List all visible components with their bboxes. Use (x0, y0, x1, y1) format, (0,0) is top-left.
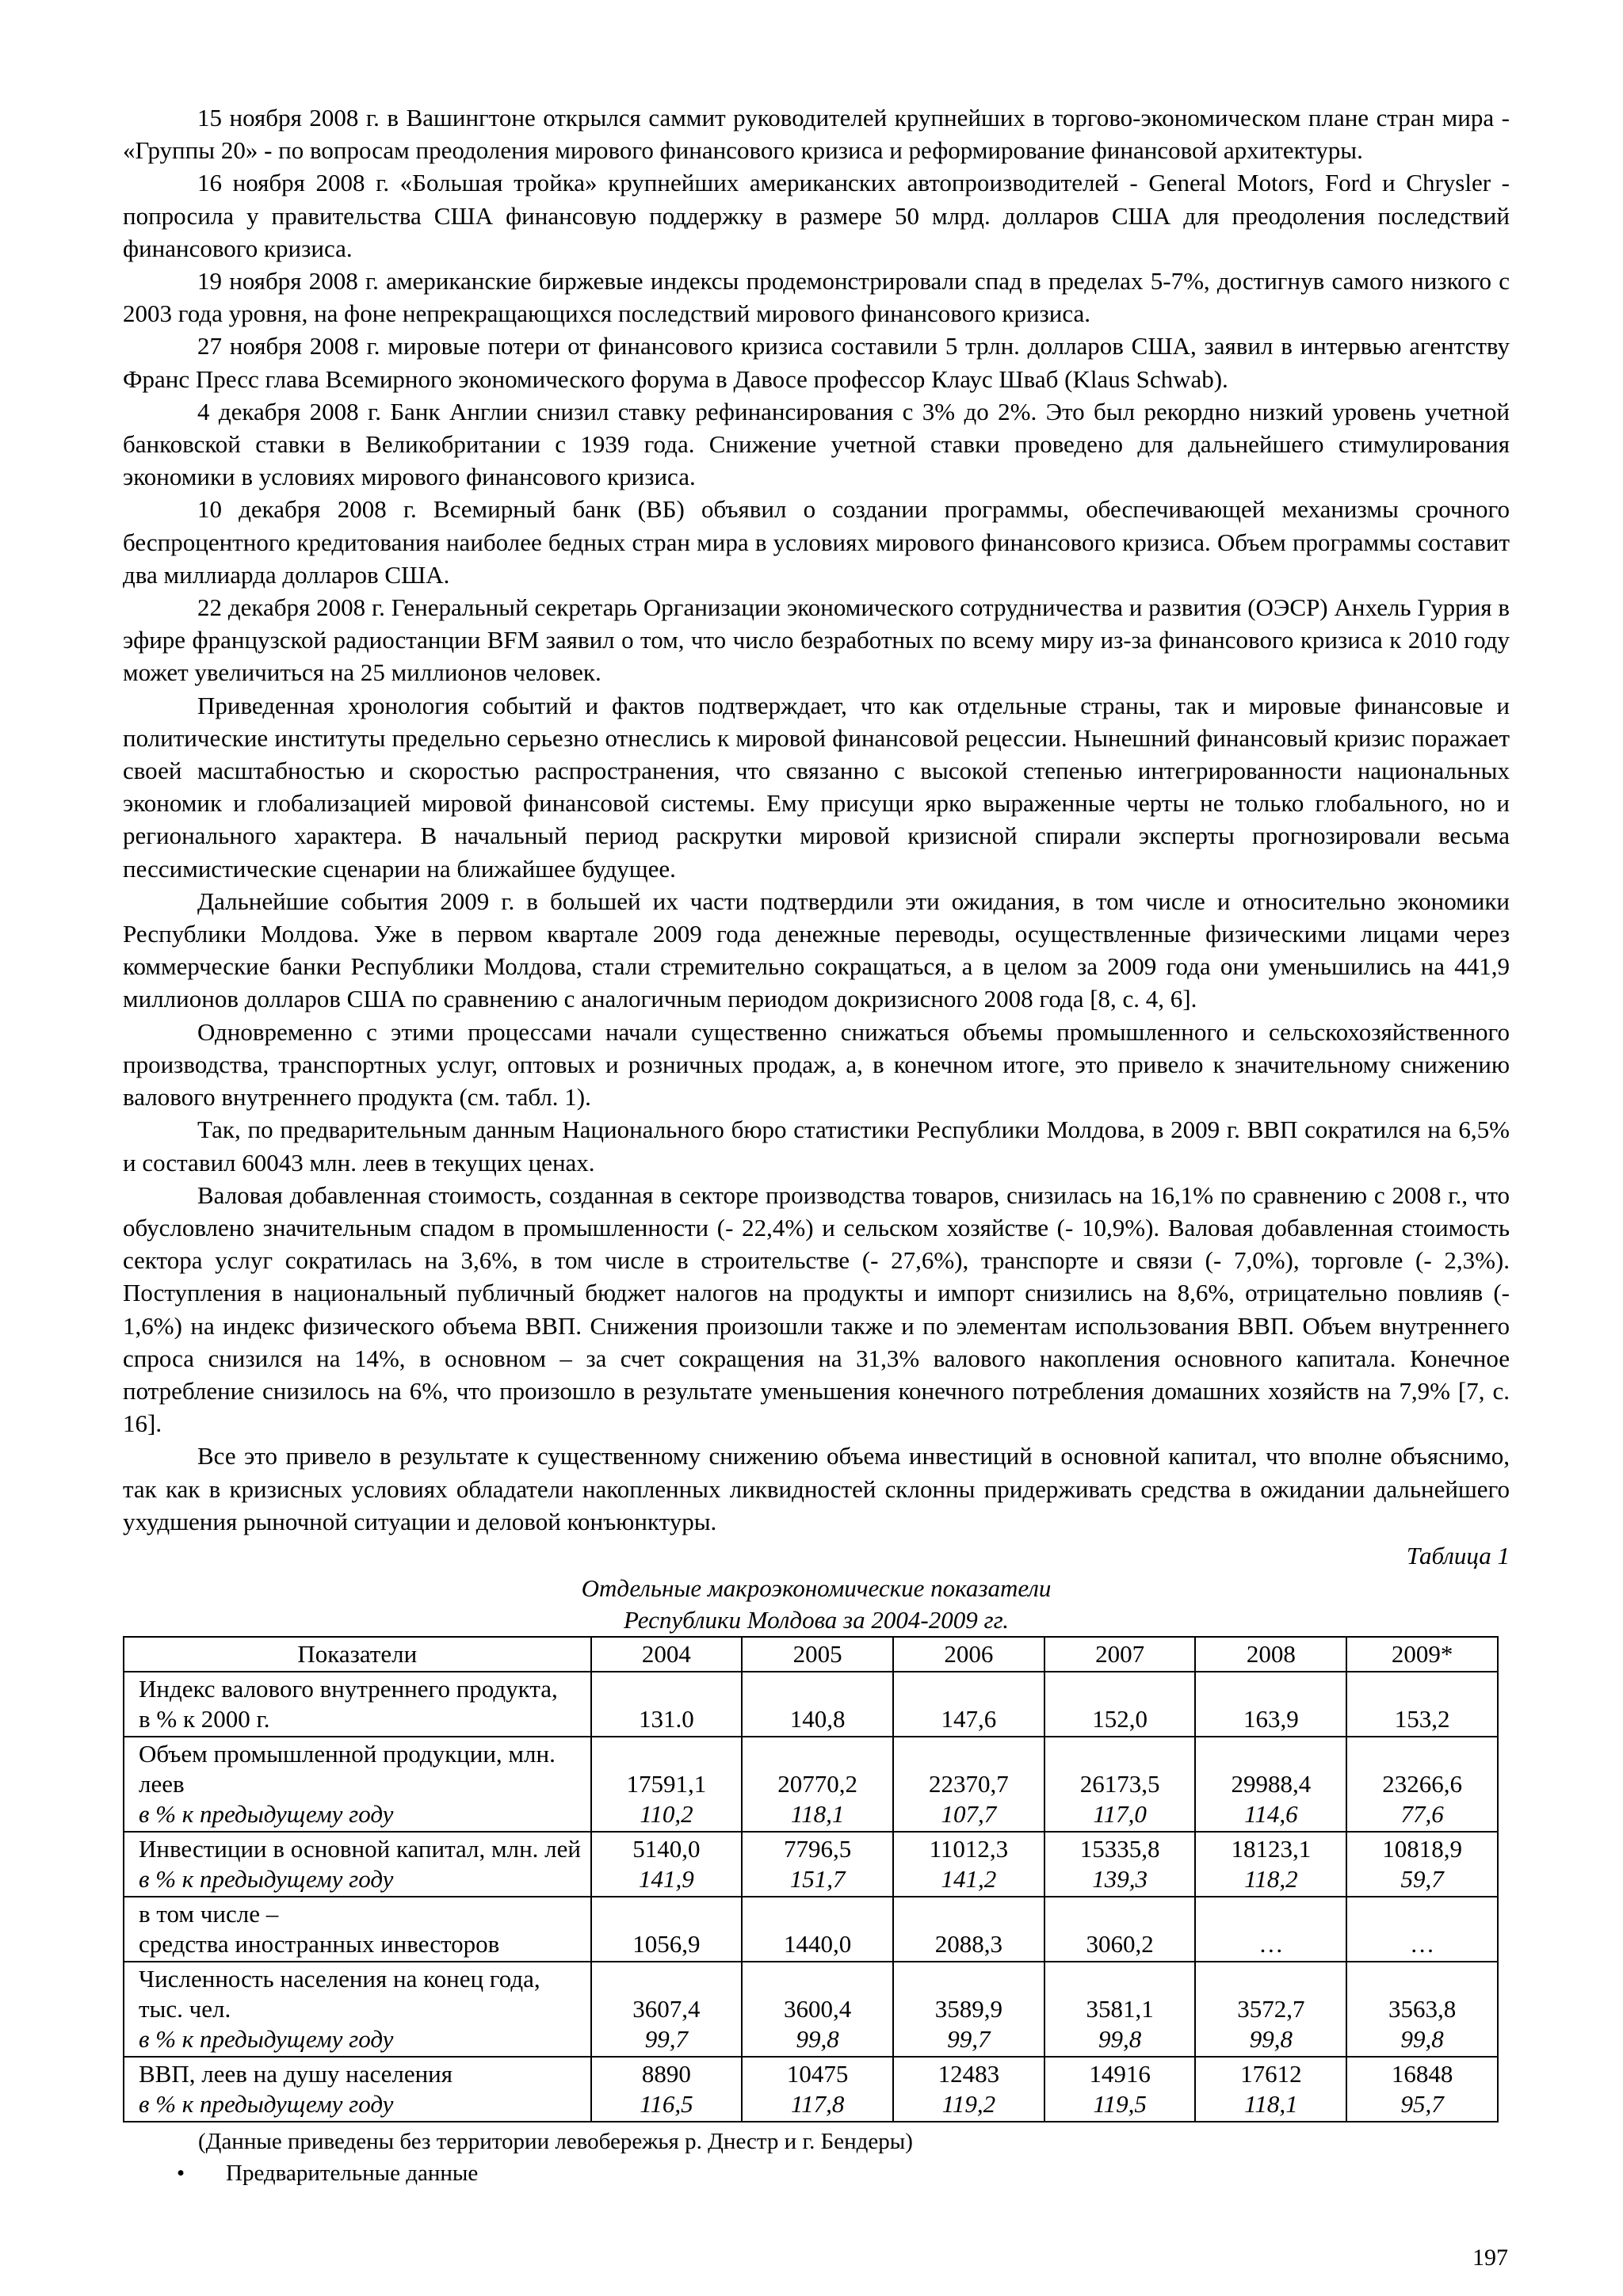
cell-change: 147,6 (941, 1704, 997, 1733)
value-cell (591, 1962, 743, 2057)
row-label-line2: в % к предыдущему году (139, 2089, 394, 2118)
cell-change: 119,2 (941, 2089, 996, 2118)
value-cell (742, 2057, 893, 2122)
row-label-line1: в том числе – (139, 1899, 279, 1928)
value-cell (1044, 1897, 1196, 1962)
cell-value (1052, 1899, 1189, 1929)
value-cell (1044, 1672, 1196, 1737)
value-cell (742, 1897, 893, 1962)
cell-change: … (1258, 1929, 1284, 1958)
page-number: 197 (1472, 2245, 1508, 2271)
table-label: Таблица 1 (1406, 1541, 1510, 1569)
cell-change: 119,5 (1093, 2089, 1147, 2118)
cell-change: 59,7 (1400, 1864, 1444, 1893)
value-cell (1346, 1962, 1498, 2057)
value-cell (1195, 2057, 1346, 2122)
row-label-line1: Численность населения на конец года, тыс. чел. (139, 1964, 540, 2023)
table-row (124, 1737, 1498, 1832)
paragraph: 16 ноября 2008 г. «Большая тройка» крупнейших американских автопроизводителей - General Motors, Ford и Chrysler - попросила у правительства США финансовую поддержку в размере 50 млрд. долларов США для преодоления последствий финансового кризиса. (123, 169, 1510, 262)
table-title-line1: Отдельные макроэкономические показатели (581, 1573, 1052, 1602)
row-label-line1: ВВП, леев на душу населения (139, 2059, 453, 2088)
header-year-2006: 2006 (893, 1637, 1044, 1672)
cell-change: 1056,9 (632, 1929, 701, 1958)
row-label-line2: в % к предыдущему году (139, 1864, 394, 1893)
value-cell (893, 1962, 1044, 2057)
cell-change: 152,0 (1092, 1704, 1148, 1733)
cell-change: 99,7 (947, 2024, 991, 2053)
value-cell (742, 1832, 893, 1897)
cell-value (900, 1674, 1037, 1704)
header-year-2005: 2005 (742, 1637, 893, 1672)
cell-value: 29988,4 (1231, 1769, 1312, 1798)
row-label (124, 1672, 591, 1737)
row-label-line1: Инвестиции в основной капитал, млн. лей (139, 1834, 581, 1863)
cell-value: 17612 (1240, 2059, 1302, 2088)
cell-value: 16848 (1391, 2059, 1453, 2088)
cell-value: 3607,4 (632, 1994, 701, 2023)
cell-value: 17591,1 (626, 1769, 707, 1798)
cell-change: 118,2 (1244, 1864, 1298, 1893)
value-cell (1044, 2057, 1196, 2122)
row-label-line2: в % к 2000 г. (139, 1704, 270, 1733)
cell-value: 23266,6 (1382, 1769, 1462, 1798)
value-cell (742, 1672, 893, 1737)
cell-value: 7796,5 (784, 1834, 852, 1863)
value-cell (591, 1737, 743, 1832)
paragraph: Все это привело в результате к существенному снижению объема инвестиций в основной капитал, что вполне объяснимо, так как в кризисных условиях обладатели накопленных ликвидностей склонны придерживать средства в ожидании дальнейшего ухудшения рыночной ситуации и деловой конъюнктуры. (123, 1442, 1510, 1535)
macro-indicators-table (123, 1636, 1499, 2122)
cell-change: 151,7 (789, 1864, 846, 1893)
cell-value: 11012,3 (929, 1834, 1009, 1863)
article-text (123, 101, 1510, 1538)
value-cell (1346, 1672, 1498, 1737)
paragraph: Одновременно с этими процессами начали существенно снижаться объемы промышленного и сельскохозяйственного производства, транспортных услуг, оптовых и розничных продаж, а, в конечном итоге, это привело к значительному снижению валового внутреннего продукта (см. табл. 1). (123, 1017, 1510, 1112)
value-cell (893, 1832, 1044, 1897)
row-label (124, 2057, 591, 2122)
value-cell (591, 2057, 743, 2122)
cell-change: 99,8 (1400, 2024, 1444, 2053)
cell-value: 18123,1 (1231, 1834, 1312, 1863)
cell-value: 10818,9 (1382, 1834, 1462, 1863)
table-body (124, 1672, 1498, 2122)
value-cell (1346, 1897, 1498, 1962)
cell-value: 14916 (1089, 2059, 1151, 2088)
cell-change: 118,1 (1244, 2089, 1298, 2118)
cell-change: 77,6 (1400, 1799, 1444, 1828)
cell-value: 10475 (786, 2059, 849, 2088)
value-cell (1044, 1832, 1196, 1897)
cell-value: 20770,2 (777, 1769, 858, 1798)
cell-value (749, 1899, 886, 1929)
value-cell (1195, 1672, 1346, 1737)
row-label-line1: Индекс валового внутреннего продукта, (139, 1674, 558, 1703)
cell-change: 2088,3 (934, 1929, 1002, 1958)
table-row (124, 1897, 1498, 1962)
cell-change: 163,9 (1243, 1704, 1299, 1733)
table-row (124, 1832, 1498, 1897)
paragraph: 27 ноября 2008 г. мировые потери от финансового кризиса составили 5 трлн. долларов США, заявил в интервью агентству Франс Пресс глава Всемирного экономического форума в Давосе профессор Клаус Шваб (Klaus Schwab). (123, 332, 1510, 393)
value-cell (1044, 1962, 1196, 2057)
preliminary-data-note (177, 2157, 1510, 2189)
cell-change: 141,2 (941, 1864, 997, 1893)
cell-value: 3572,7 (1237, 1994, 1305, 2023)
cell-value: 3563,8 (1388, 1994, 1457, 2023)
cell-value (1052, 1674, 1189, 1704)
cell-value: 12483 (938, 2059, 1000, 2088)
cell-change: 141,9 (639, 1864, 694, 1893)
value-cell (1346, 2057, 1498, 2122)
cell-value: 5140,0 (632, 1834, 701, 1863)
paragraph: Дальнейшие события 2009 г. в большей их части подтвердили эти ожидания, в том числе и относительно экономики Республики Молдова. Уже в первом квартале 2009 года денежные переводы, осуществленные физическими лицами через коммерческие банки Республики Молдова, стали стремительно сокращаться, а в целом за 2009 года они уменьшились на 441,9 миллионов долларов США по сравнению с аналогичным периодом докризисного 2008 года [8, с. 4, 6]. (123, 887, 1510, 1013)
value-cell (591, 1897, 743, 1962)
value-cell (893, 1897, 1044, 1962)
paragraph: 19 ноября 2008 г. американские биржевые индексы продемонстрировали спад в пределах 5-7%, достигнув самого низкого с 2003 года уровня, на фоне непрекращающихся последствий мирового финансового кризиса. (123, 267, 1510, 328)
cell-change: 3060,2 (1086, 1929, 1154, 1958)
table-row (124, 1962, 1498, 2057)
header-year-2009: 2009* (1346, 1637, 1498, 1672)
cell-change: 139,3 (1092, 1864, 1148, 1893)
paragraph: 10 декабря 2008 г. Всемирный банк (ВБ) объявил о создании программы, обеспечивающей механизмы срочного беспроцентного кредитования наиболее бедных стран мира в условиях мирового финансового кризиса. Объем программы составит два миллиарда долларов США. (123, 495, 1510, 589)
value-cell (591, 1832, 743, 1897)
cell-value (1202, 1674, 1339, 1704)
page-body (123, 101, 1510, 2189)
table-row (124, 2057, 1498, 2122)
cell-change: 99,8 (796, 2024, 839, 2053)
cell-value (1354, 1674, 1491, 1704)
value-cell (893, 1672, 1044, 1737)
cell-value: 22370,7 (929, 1769, 1009, 1798)
cell-value: 3589,9 (934, 1994, 1002, 2023)
cell-change: 1440,0 (784, 1929, 852, 1958)
cell-change: 95,7 (1400, 2089, 1444, 2118)
row-label-line2: в % к предыдущему году (139, 2024, 394, 2053)
table-header-row (124, 1637, 1498, 1672)
value-cell (893, 2057, 1044, 2122)
cell-change: 116,5 (640, 2089, 693, 2118)
value-cell (591, 1672, 743, 1737)
header-year-2008: 2008 (1195, 1637, 1346, 1672)
cell-change: 107,7 (941, 1799, 997, 1828)
cell-change: 117,8 (790, 2089, 845, 2118)
value-cell (1044, 1737, 1196, 1832)
row-label (124, 1737, 591, 1832)
cell-change: 110,2 (640, 1799, 693, 1828)
table-title-line2: Республики Молдова за 2004-2009 гг. (623, 1605, 1010, 1634)
value-cell (1195, 1962, 1346, 2057)
value-cell (1195, 1832, 1346, 1897)
row-label-line2: средства иностранных инвесторов (139, 1929, 500, 1958)
header-year-2004: 2004 (591, 1637, 743, 1672)
value-cell (893, 1737, 1044, 1832)
header-year-2007: 2007 (1044, 1637, 1196, 1672)
preliminary-data-text: Предварительные данные (226, 2160, 479, 2186)
cell-value: 3581,1 (1086, 1994, 1154, 2023)
paragraph: Валовая добавленная стоимость, созданная в секторе производства товаров, снизилась на 16,1% по сравнению с 2008 г., что обусловлено значительным спадом в промышленности (- 22,4%) и сельском хозяйстве (- 10,9%). Валовая добавленная стоимость сектора услуг сократилась на 3,6%, в том числе в строительстве (- 27,6%), транспорте и связи (- 7,0%), торговле (- 2,3%). Поступления в национальный публичный бюджет налогов на продукты и импорт снизились на 8,6%, отрицательно повлияв (- 1,6%) на индекс физического объема ВВП. Снижения произошли также и по элементам использования ВВП. Объем внутреннего спроса снизился на 14%, в основном – за счет сокращения на 31,3% валового накопления основного капитала. Конечное потребление снизилось на 6%, что произошло в результате уменьшения конечного потребления домашних хозяйств на 7,9% [7, с. 16]. (123, 1180, 1510, 1438)
value-cell (742, 1737, 893, 1832)
paragraph: 4 декабря 2008 г. Банк Англии снизил ставку рефинансирования с 3% до 2%. Это был рекордно низкий уровень учетной банковской ставки в Великобритании с 1939 года. Снижение учетной ставки проведено для дальнейшего стимулирования экономики в условиях мирового финансового кризиса. (123, 397, 1510, 491)
row-label (124, 1832, 591, 1897)
bullet-icon: • (177, 2160, 185, 2186)
cell-change: 99,8 (1249, 2024, 1293, 2053)
value-cell (1346, 1832, 1498, 1897)
value-cell (1195, 1897, 1346, 1962)
cell-value: 8890 (641, 2059, 691, 2088)
table-row (124, 1672, 1498, 1737)
table-footnote: (Данные приведены без территории левобережья р. Днестр и г. Бендеры) (198, 2128, 913, 2154)
paragraph: 22 декабря 2008 г. Генеральный секретарь Организации экономического сотрудничества и развития (ОЭСР) Анхель Гуррия в эфире французской радиостанции BFM заявил о том, что число безработных по всему миру из-за финансового кризиса к 2010 году может увеличиться на 25 миллионов человек. (123, 593, 1510, 687)
cell-value: 26173,5 (1079, 1769, 1160, 1798)
cell-value (1354, 1899, 1491, 1929)
cell-change: … (1410, 1929, 1435, 1958)
row-label-line2: в % к предыдущему году (139, 1799, 394, 1828)
value-cell (1346, 1737, 1498, 1832)
header-indicators: Показатели (124, 1637, 591, 1672)
cell-change: 117,0 (1093, 1799, 1147, 1828)
paragraph: 15 ноября 2008 г. в Вашингтоне открылся саммит руководителей крупнейших в торгово-экономическом плане стран мира - «Группы 20» - по вопросам преодоления мирового финансового кризиса и реформирование финансовой архитектуры. (123, 104, 1510, 165)
cell-value (598, 1674, 735, 1704)
cell-value: 3600,4 (784, 1994, 852, 2023)
value-cell (742, 1962, 893, 2057)
cell-value (749, 1674, 886, 1704)
row-label (124, 1962, 591, 2057)
cell-value (900, 1899, 1037, 1929)
cell-value (1202, 1899, 1339, 1929)
cell-change: 99,8 (1098, 2024, 1142, 2053)
value-cell (1195, 1737, 1346, 1832)
paragraph: Приведенная хронология событий и фактов подтверждает, что как отдельные страны, так и мировые финансовые и политические институты предельно серьезно отнеслись к мировой финансовой рецессии. Нынешний финансовый кризис поражает своей масштабностью и скоростью распространения, что связанно с высокой степенью интегрированности национальных экономик и глобализацией мировой финансовой системы. Ему присущи ярко выраженные черты не только глобального, но и регионального характера. В начальный период раскрутки мировой кризисной спирали эксперты прогнозировали весьма пессимистические сценарии на ближайшее будущее. (123, 691, 1510, 883)
cell-change: 140,8 (789, 1704, 846, 1733)
cell-change: 131.0 (639, 1704, 694, 1733)
cell-value: 15335,8 (1079, 1834, 1160, 1863)
row-label (124, 1897, 591, 1962)
cell-change: 99,7 (644, 2024, 689, 2053)
paragraph: Так, по предварительным данным Национального бюро статистики Республики Молдова, в 2009 г. ВВП сократился на 6,5% и составил 60043 млн. леев в текущих ценах. (123, 1116, 1510, 1177)
cell-change: 118,1 (790, 1799, 845, 1828)
cell-value (598, 1899, 735, 1929)
cell-change: 114,6 (1244, 1799, 1298, 1828)
row-label-line1: Объем промышленной продукции, млн. леев (139, 1739, 556, 1798)
cell-change: 153,2 (1394, 1704, 1450, 1733)
